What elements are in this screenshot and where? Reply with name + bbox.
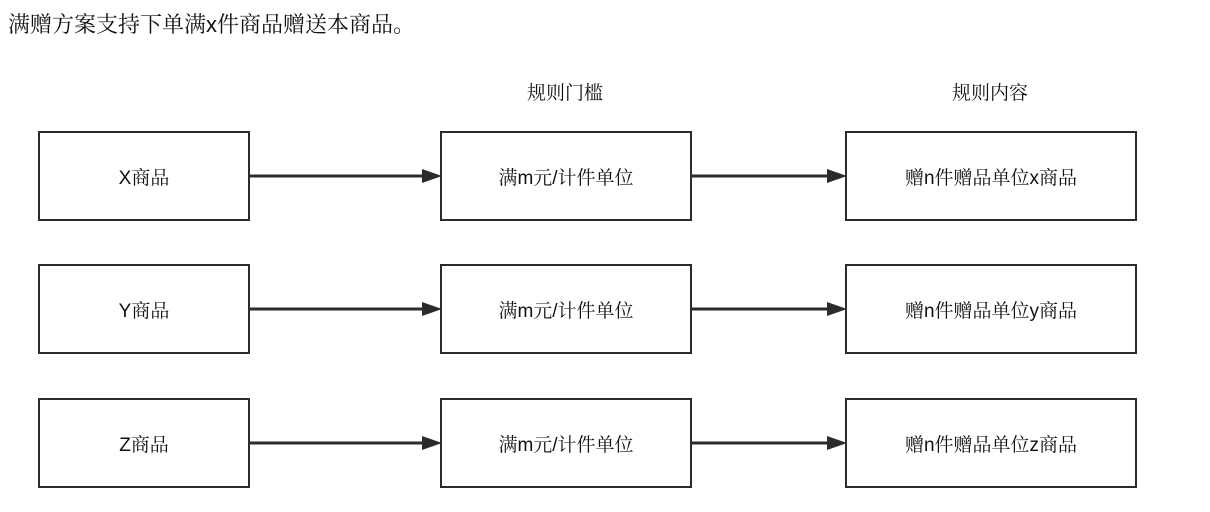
product-node: X商品: [38, 131, 250, 221]
arrow-product-to-threshold: [250, 169, 442, 183]
arrow-threshold-to-content: [692, 436, 847, 450]
threshold-node: 满m元/计件单位: [440, 264, 692, 354]
content-node: 赠n件赠品单位y商品: [845, 264, 1137, 354]
threshold-node: 满m元/计件单位: [440, 131, 692, 221]
arrow-product-to-threshold: [250, 302, 442, 316]
arrow-threshold-to-content: [692, 169, 847, 183]
arrow-product-to-threshold: [250, 436, 442, 450]
product-node: Y商品: [38, 264, 250, 354]
content-node: 赠n件赠品单位x商品: [845, 131, 1137, 221]
content-node: 赠n件赠品单位z商品: [845, 398, 1137, 488]
column-header-content: 规则内容: [951, 83, 1028, 104]
arrow-threshold-to-content: [692, 302, 847, 316]
page-title: 满赠方案支持下单满x件商品赠送本商品。: [8, 12, 416, 37]
column-header-threshold: 规则门槛: [526, 83, 603, 104]
product-node: Z商品: [38, 398, 250, 488]
threshold-node: 满m元/计件单位: [440, 398, 692, 488]
